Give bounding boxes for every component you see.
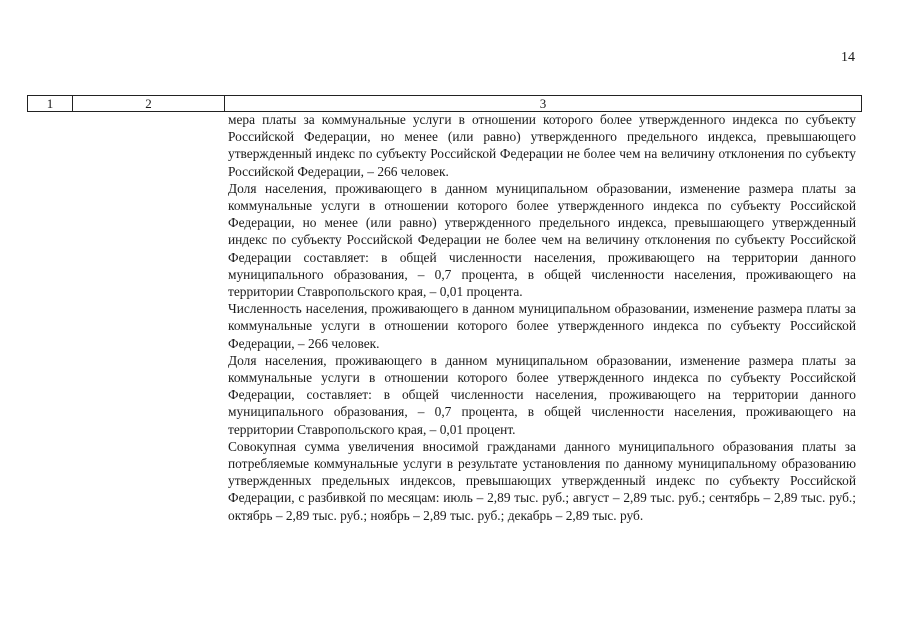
column-2-header: 2 xyxy=(73,96,225,112)
paragraph: Совокупная сумма увеличения вносимой гражданами данного муниципального образования платы за потребляемые коммунальные услуги в результате установления по данному муниципальному образованию утвержденных предельных индексов, превышающих утвержденный индекс по субъекту Российской Федерации, с разбивкой по месяцам: июль – 2,89 тыс. руб.; август – 2,89 тыс. руб.; сентябрь – 2,89 тыс. руб.; октябрь – 2,89 тыс. руб.; ноябрь – 2,89 тыс. руб.; декабрь – 2,89 тыс. руб. xyxy=(228,438,856,523)
paragraph: мера платы за коммунальные услуги в отношении которого более утвержденного индекса по субъекту Российской Федерации, но менее (или равно) утвержденного предельного индекса, превышающего утвержденный индекс по субъекту Российской Федерации не более чем на величину отклонения по субъекту Российской Федерации, – 266 человек. xyxy=(228,112,856,179)
column-3-content xyxy=(228,111,856,524)
page-number: 14 xyxy=(841,50,855,65)
paragraph: Доля населения, проживающего в данном муниципальном образовании, изменение размера платы за коммунальные услуги в отношении которого более утвержденного индекса по субъекту Российской Федерации, составляет: в общей численности населения, проживающего на территории данного муниципального образования, – 0,7 процента, в общей численности населения, проживающего на территории Ставропольского края, – 0,01 процент. xyxy=(228,352,856,437)
column-1-header: 1 xyxy=(28,96,73,112)
paragraph: Доля населения, проживающего в данном муниципальном образовании, изменение размера платы за коммунальные услуги в отношении которого более утвержденного индекса по субъекту Российской Федерации, но менее (или равно) утвержденного предельного индекса, превышающего утвержденный индекс по субъекту Российской Федерации не более чем на величину отклонения по субъекту Российской Федерации составляет: в общей численности населения, проживающего на территории данного муниципального образования, – 0,7 процента, в общей численности населения, проживающего на территории Ставропольского края, – 0,01 процента. xyxy=(228,180,856,300)
column-3-header: 3 xyxy=(225,96,862,112)
table-header xyxy=(27,95,862,112)
header-row xyxy=(28,96,862,112)
paragraph: Численность населения, проживающего в данном муниципальном образовании, изменение размера платы за коммунальные услуги в отношении которого более утвержденного индекса по субъекту Российской Федерации, – 266 человек. xyxy=(228,301,856,351)
